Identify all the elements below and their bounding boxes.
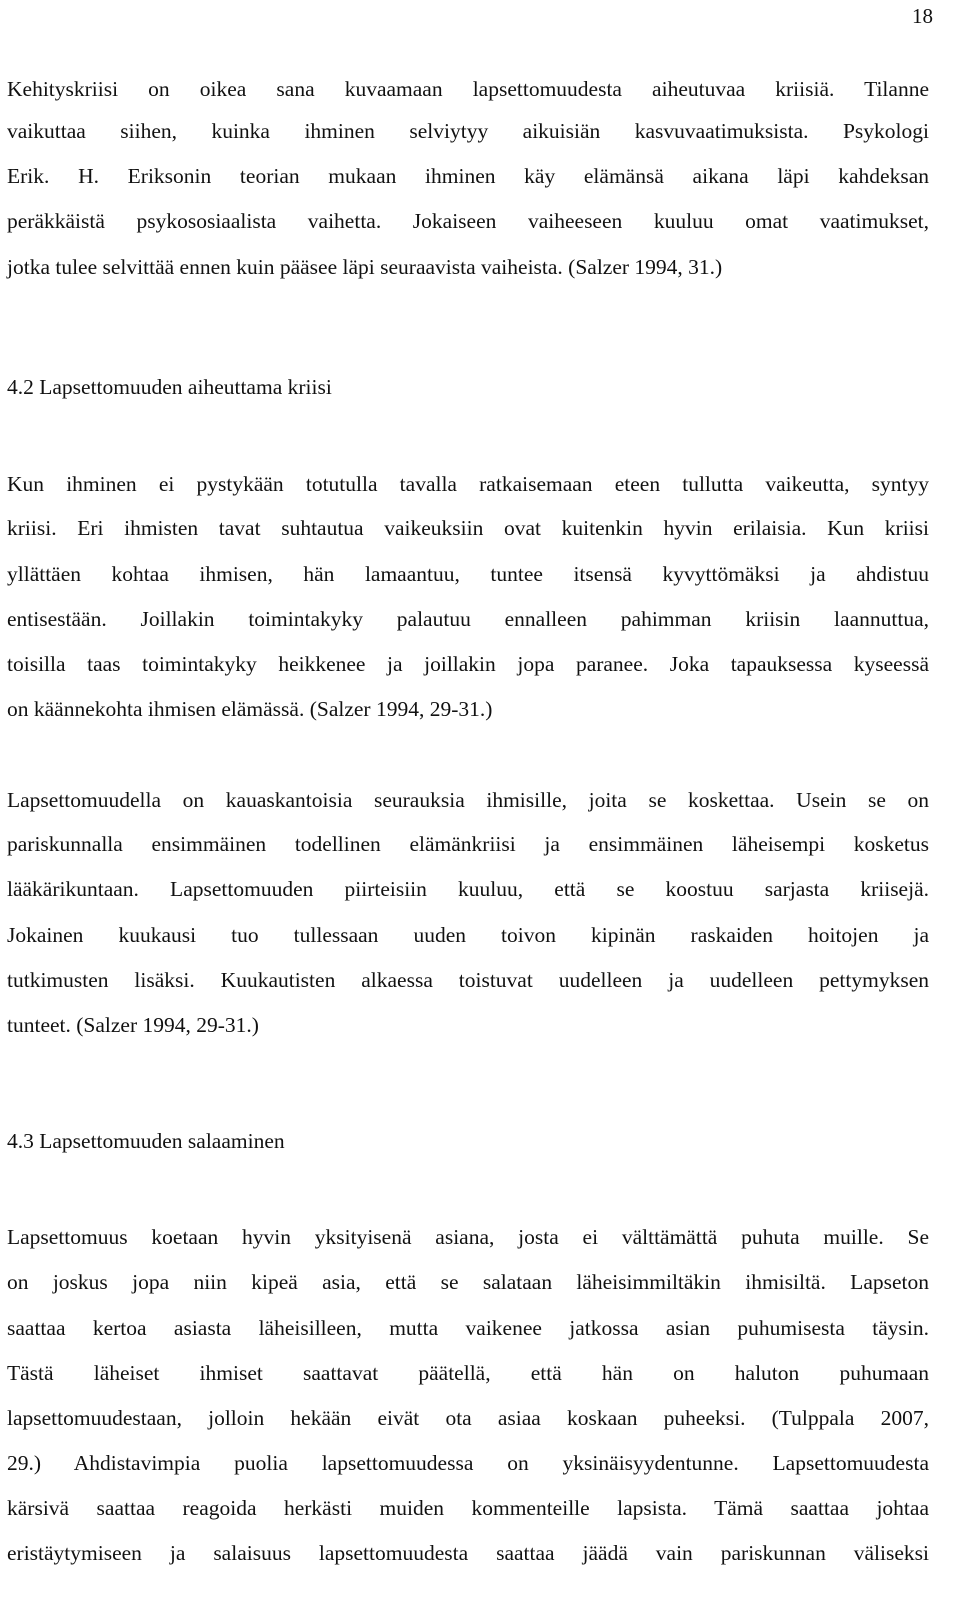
text-line: 29.) Ahdistavimpia puolia lapsettomuudessa on yksinäisyydentunne. Lapsettomuudesta bbox=[7, 1451, 929, 1475]
text-line: peräkkäistä psykososiaalista vaihetta. Jokaiseen vaiheeseen kuuluu omat vaatimukset, bbox=[7, 209, 929, 233]
text-line: kriisi. Eri ihmisten tavat suhtautua vaikeuksiin ovat kuitenkin hyvin erilaisia. Kun kriisi bbox=[7, 516, 929, 540]
text-line: kärsivä saattaa reagoida herkästi muiden kommenteille lapsista. Tämä saattaa johtaa bbox=[7, 1496, 929, 1520]
text-line: Kehityskriisi on oikea sana kuvaamaan lapsettomuudesta aiheutuvaa kriisiä. Tilanne bbox=[7, 77, 929, 101]
page-number: 18 bbox=[912, 4, 933, 28]
text-line: tunteet. (Salzer 1994, 29-31.) bbox=[7, 1013, 259, 1037]
text-line: lapsettomuudestaan, jolloin hekään eivät ota asiaa koskaan puheeksi. (Tulppala 2007, bbox=[7, 1406, 929, 1430]
text-line: entisestään. Joillakin toimintakyky palautuu ennalleen pahimman kriisin laannuttua, bbox=[7, 607, 929, 631]
text-line: yllättäen kohtaa ihmisen, hän lamaantuu, tuntee itsensä kyvyttömäksi ja ahdistuu bbox=[7, 562, 929, 586]
section-heading-4-3: 4.3 Lapsettomuuden salaaminen bbox=[7, 1129, 285, 1153]
text-line: Jokainen kuukausi tuo tullessaan uuden toivon kipinän raskaiden hoitojen ja bbox=[7, 923, 929, 947]
text-line: lääkärikuntaan. Lapsettomuuden piirteisiin kuuluu, että se koostuu sarjasta kriisejä. bbox=[7, 877, 929, 901]
section-heading-4-2: 4.2 Lapsettomuuden aiheuttama kriisi bbox=[7, 375, 332, 399]
text-line: eristäytymiseen ja salaisuus lapsettomuudesta saattaa jäädä vain pariskunnan väliseksi bbox=[7, 1541, 929, 1565]
text-line: on käännekohta ihmisen elämässä. (Salzer 1994, 29-31.) bbox=[7, 697, 493, 721]
text-line: vaikuttaa siihen, kuinka ihminen selviytyy aikuisiän kasvuvaatimuksista. Psykologi bbox=[7, 119, 929, 143]
text-line: jotka tulee selvittää ennen kuin pääsee läpi seuraavista vaiheista. (Salzer 1994, 31.) bbox=[7, 255, 723, 279]
text-line: saattaa kertoa asiasta läheisilleen, mutta vaikenee jatkossa asian puhumisesta täysin. bbox=[7, 1316, 929, 1340]
text-line: Tästä läheiset ihmiset saattavat päätellä, että hän on haluton puhumaan bbox=[7, 1361, 929, 1385]
text-line: Lapsettomuus koetaan hyvin yksityisenä asiana, josta ei välttämättä puhuta muille. Se bbox=[7, 1225, 929, 1249]
text-line: Kun ihminen ei pystykään totutulla tavalla ratkaisemaan eteen tullutta vaikeutta, syntyy bbox=[7, 472, 929, 496]
text-line: Lapsettomuudella on kauaskantoisia seurauksia ihmisille, joita se koskettaa. Usein se on bbox=[7, 788, 929, 812]
text-line: toisilla taas toimintakyky heikkenee ja joillakin jopa paranee. Joka tapauksessa kyseessä bbox=[7, 652, 929, 676]
text-line: tutkimusten lisäksi. Kuukautisten alkaessa toistuvat uudelleen ja uudelleen pettymyksen bbox=[7, 968, 929, 992]
text-line: pariskunnalla ensimmäinen todellinen elämänkriisi ja ensimmäinen läheisempi kosketus bbox=[7, 832, 929, 856]
text-line: on joskus jopa niin kipeä asia, että se salataan läheisimmiltäkin ihmisiltä. Lapseton bbox=[7, 1270, 929, 1294]
text-line: Erik. H. Eriksonin teorian mukaan ihminen käy elämänsä aikana läpi kahdeksan bbox=[7, 164, 929, 188]
